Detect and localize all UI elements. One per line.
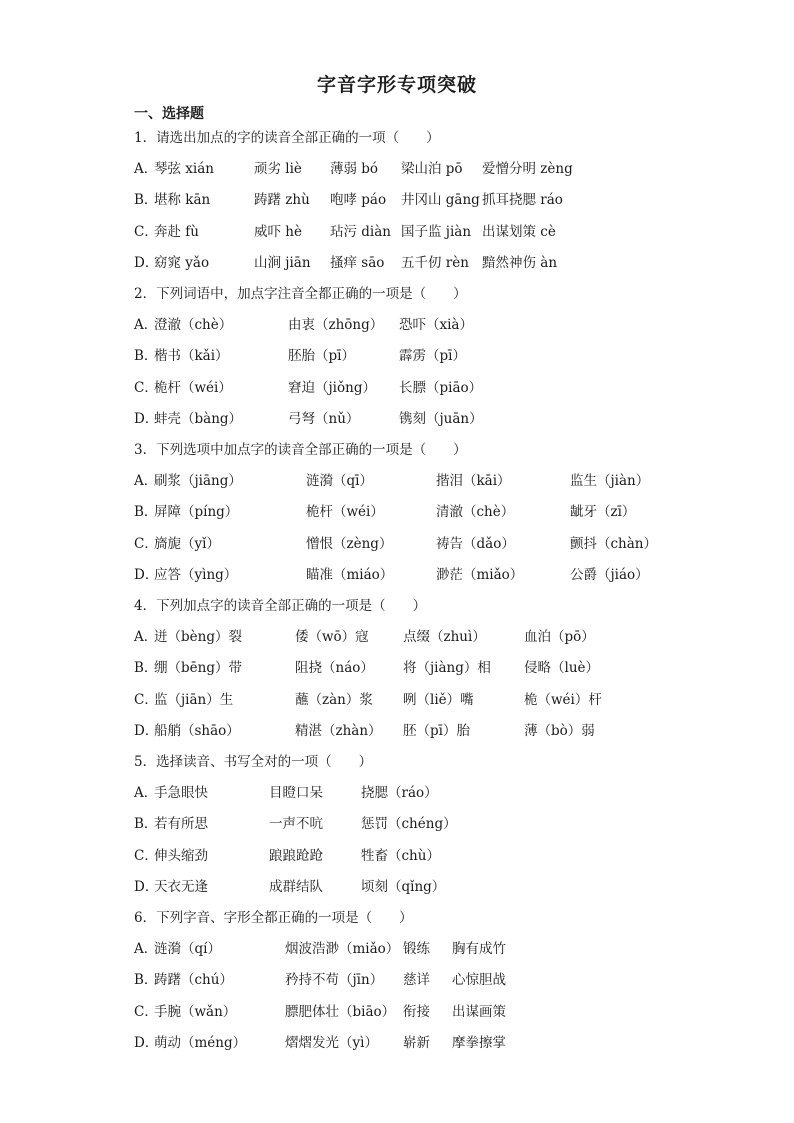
option-item: 长膘（piāo） (399, 379, 483, 396)
option-label: B． (134, 504, 158, 521)
option-item: 涟漪（qí） (154, 941, 221, 958)
option-item: 顷刻（qǐng） (361, 878, 446, 895)
option-item: 薄弱 bó (330, 161, 379, 178)
option-item: 烟波浩渺（miǎo） (285, 941, 400, 958)
option-item: 监生（jiàn） (570, 473, 650, 490)
option-item: 慈详 (403, 972, 430, 989)
option-label: B． (134, 192, 158, 209)
option-item: 精湛（zhàn） (295, 722, 382, 739)
option-item: 踉踉跄跄 (269, 847, 323, 864)
option-item: 将（jiàng）相 (403, 660, 491, 677)
answer-option[interactable] (134, 252, 694, 274)
question-stem: 3．下列选项中加点字的读音全部正确的一项是（ ） (134, 442, 467, 458)
option-item: 成群结队 (269, 878, 323, 895)
option-label: D． (134, 254, 159, 271)
option-item: 应答（yìng） (154, 566, 238, 583)
option-item: 倭（wō）寇 (295, 629, 369, 646)
answer-option[interactable] (134, 969, 694, 991)
option-item: 若有所思 (154, 816, 208, 833)
option-item: 龇牙（zī） (570, 504, 636, 521)
option-label: A． (134, 161, 158, 178)
option-item: 国子监 jiàn (401, 223, 472, 240)
option-label: D． (134, 722, 159, 739)
option-item: 楷书（kǎi） (154, 348, 229, 365)
answer-option[interactable] (134, 221, 694, 243)
option-item: 由衷（zhōng） (288, 317, 384, 334)
option-item: 镌刻（juān） (399, 410, 483, 427)
option-item: 踌躇 zhù (254, 192, 310, 209)
option-item: 挠腮（ráo） (361, 785, 438, 802)
option-item: 五千仞 rèn (401, 254, 469, 271)
answer-option[interactable] (134, 782, 694, 804)
option-item: 抓耳挠腮 ráo (482, 192, 563, 209)
option-label: A． (134, 785, 158, 802)
option-item: 井冈山 gāng (401, 192, 480, 209)
option-item: 顽劣 liè (254, 161, 302, 178)
option-item: 堪称 kān (154, 192, 211, 209)
option-item: 胸有成竹 (452, 941, 506, 958)
question-stem: 6．下列字音、字形全都正确的一项是（ ） (134, 910, 413, 926)
option-item: 血泊（pō） (524, 629, 595, 646)
option-item: 绷（bēng）带 (154, 660, 242, 677)
option-item: 摩拳擦掌 (452, 1034, 506, 1051)
option-item: 爱憎分明 zèng (482, 161, 573, 178)
option-label: B． (134, 972, 158, 989)
answer-option[interactable] (134, 813, 694, 835)
option-item: 熠熠发光（yì） (285, 1034, 378, 1051)
option-item: 出谋画策 (452, 1003, 506, 1020)
option-label: C． (134, 223, 158, 240)
option-item: 玷污 diàn (330, 223, 391, 240)
option-item: 萌动（méng） (154, 1034, 247, 1051)
option-item: 揩泪（kāi） (436, 473, 511, 490)
option-item: 奔赴 fù (154, 223, 199, 240)
answer-option[interactable] (134, 938, 694, 960)
answer-option[interactable] (134, 845, 694, 867)
question-stem: 4．下列加点字的读音全部正确的一项是（ ） (134, 598, 427, 614)
option-item: 踌躇（chú） (154, 972, 233, 989)
answer-option[interactable] (134, 501, 694, 523)
option-item: 渺茫（miǎo） (436, 566, 524, 583)
option-item: 琴弦 xián (154, 161, 214, 178)
option-item: 天衣无逢 (154, 878, 208, 895)
answer-option[interactable] (134, 314, 694, 336)
option-item: 锻练 (403, 941, 430, 958)
option-label: A． (134, 941, 158, 958)
answer-option[interactable] (134, 626, 694, 648)
option-item: 心惊胆战 (452, 972, 506, 989)
option-label: A． (134, 629, 158, 646)
answer-option[interactable] (134, 158, 694, 180)
option-item: 颤抖（chàn） (570, 535, 657, 552)
option-label: B． (134, 348, 158, 365)
answer-option[interactable] (134, 876, 694, 898)
option-item: 旖旎（yǐ） (154, 535, 220, 552)
option-item: 桅杆（wéi） (306, 504, 384, 521)
option-item: 弓弩（nǔ） (288, 410, 360, 427)
question-stem: 1．请选出加点的字的读音全部正确的一项（ ） (134, 130, 440, 146)
option-item: 咆哮 páo (330, 192, 387, 209)
option-item: 牲畜（chù） (361, 847, 440, 864)
answer-option[interactable] (134, 408, 694, 430)
option-item: 憎恨（zèng） (306, 535, 393, 552)
question-stem: 2．下列词语中，加点字注音全都正确的一项是（ ） (134, 286, 467, 302)
option-item: 出谋划策 cè (482, 223, 556, 240)
answer-option[interactable] (134, 1001, 694, 1023)
option-item: 胚胎（pī） (288, 348, 355, 365)
option-item: 咧（liě）嘴 (403, 691, 474, 708)
answer-option[interactable] (134, 470, 694, 492)
answer-option[interactable] (134, 564, 694, 586)
option-item: 公爵（jiáo） (570, 566, 649, 583)
option-item: 涟漪（qī） (306, 473, 373, 490)
option-label: D． (134, 1034, 159, 1051)
option-item: 蚌壳（bàng） (154, 410, 243, 427)
option-item: 崭新 (403, 1034, 430, 1051)
option-item: 衔接 (403, 1003, 430, 1020)
option-label: B． (134, 816, 158, 833)
option-item: 瞄准（miáo） (306, 566, 394, 583)
option-item: 屏障（píng） (154, 504, 239, 521)
option-item: 薄（bò）弱 (524, 722, 595, 739)
option-item: 霹雳（pī） (399, 348, 466, 365)
option-label: C． (134, 691, 158, 708)
option-label: C． (134, 379, 158, 396)
option-item: 侵略（luè） (524, 660, 600, 677)
option-item: 黯然神伤 àn (482, 254, 558, 271)
option-label: B． (134, 660, 158, 677)
option-item: 阻挠（náo） (295, 660, 374, 677)
option-item: 胚（pī）胎 (403, 722, 470, 739)
answer-option[interactable] (134, 533, 694, 555)
option-item: 搔痒 sāo (330, 254, 385, 271)
answer-option[interactable] (134, 1032, 694, 1054)
option-item: 恐吓（xià） (399, 317, 473, 334)
answer-option[interactable] (134, 720, 694, 742)
answer-option[interactable] (134, 689, 694, 711)
option-label: C． (134, 847, 158, 864)
option-item: 桅杆（wéi） (154, 379, 232, 396)
option-item: 迸（bèng）裂 (154, 629, 242, 646)
option-item: 梁山泊 pō (401, 161, 463, 178)
option-item: 桅（wéi）杆 (524, 691, 602, 708)
option-item: 监（jiān）生 (154, 691, 234, 708)
option-item: 伸头缩劲 (154, 847, 208, 864)
option-label: D． (134, 566, 159, 583)
option-item: 膘肥体壮（biāo） (285, 1003, 396, 1020)
option-item: 惩罚（chéng） (361, 816, 457, 833)
option-item: 船艄（shāo） (154, 722, 240, 739)
option-item: 清澈（chè） (436, 504, 515, 521)
answer-option[interactable] (134, 377, 694, 399)
option-label: C． (134, 1003, 158, 1020)
option-item: 祷告（dǎo） (436, 535, 515, 552)
option-item: 手急眼快 (154, 785, 208, 802)
option-item: 手腕（wǎn） (154, 1003, 237, 1020)
answer-option[interactable] (134, 345, 694, 367)
option-item: 一声不吭 (269, 816, 323, 833)
answer-option[interactable] (134, 657, 694, 679)
section-heading: 一、选择题 (134, 106, 204, 122)
option-label: A． (134, 317, 158, 334)
option-label: D． (134, 410, 159, 427)
option-item: 矜持不苟（jīn） (285, 972, 384, 989)
option-item: 澄澈（chè） (154, 317, 233, 334)
page-title: 字音字形专项突破 (316, 74, 477, 96)
option-item: 蘸（zàn）浆 (295, 691, 373, 708)
option-item: 山涧 jiān (254, 254, 311, 271)
option-item: 点缀（zhuì） (403, 629, 486, 646)
answer-option[interactable] (134, 189, 694, 211)
option-item: 威吓 hè (254, 223, 302, 240)
option-label: C． (134, 535, 158, 552)
option-label: D． (134, 878, 159, 895)
question-stem: 5．选择读音、书写全对的一项（ ） (134, 754, 373, 770)
option-item: 目瞪口呆 (269, 785, 323, 802)
option-item: 窈窕 yǎo (154, 254, 210, 271)
option-label: A． (134, 473, 158, 490)
option-item: 刷浆（jiāng） (154, 473, 242, 490)
option-item: 窘迫（jiǒng） (288, 379, 376, 396)
